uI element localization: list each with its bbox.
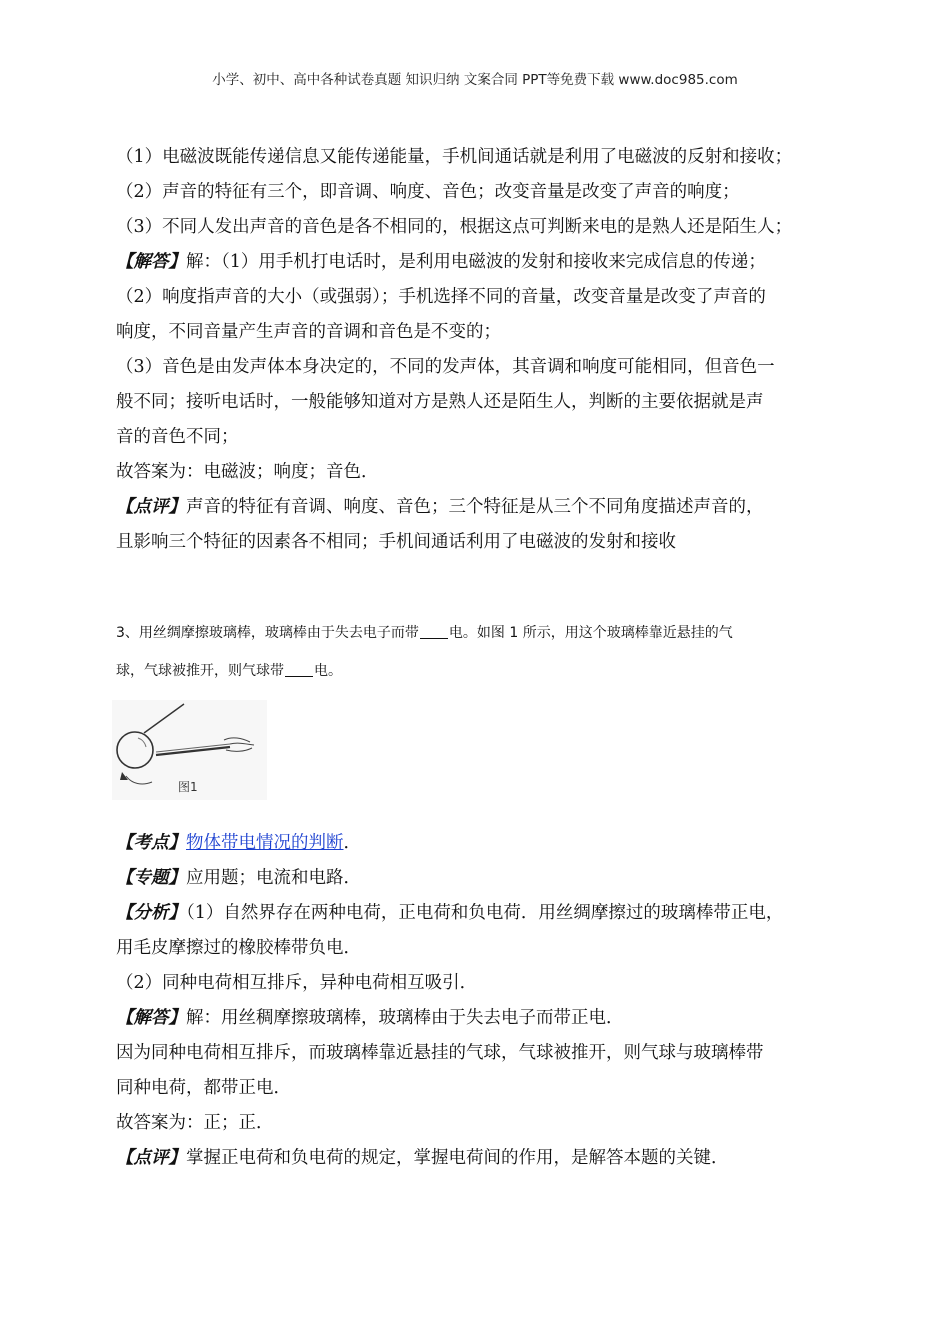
- review-heading-line: [116, 490, 846, 525]
- dianping-line: 【点评】掌握正电荷和负电荷的规定，掌握电荷间的作用，是解答本题的关键．: [116, 1148, 729, 1168]
- page-header: 小学、初中、高中各种试卷真题 知识归纳 文案合同 PPT等免费下载 www.doc985.com: [212, 72, 738, 88]
- answer-text: 解：（1）用手机打电话时，是利用电磁波的发射和接收来完成信息的传递；: [186, 252, 766, 272]
- zhuanti-line: 【专题】应用题；电流和电路．: [116, 868, 361, 888]
- answer-line: （2）响度指声音的大小（或强弱）；手机选择不同的音量，改变音量是改变了声音的: [116, 287, 766, 307]
- answer-line: 般不同；接听电话时，一般能够知道对方是熟人还是陌生人，判断的主要依据就是声: [116, 392, 764, 412]
- figure-caption: 图1: [178, 780, 198, 794]
- kaodian-line: 【考点】物体带电情况的判断．: [116, 833, 361, 853]
- answer-blank[interactable]: [285, 662, 313, 677]
- answer-line: 音的音色不同；: [116, 427, 239, 447]
- jieda-line: 同种电荷，都带正电．: [116, 1078, 291, 1098]
- answer-line: 故答案为：电磁波；响度；音色．: [116, 462, 379, 482]
- review-line: 且影响三个特征的因素各不相同；手机间通话利用了电磁波的发射和接收: [116, 532, 676, 552]
- jieda-tag: 【解答】: [116, 1008, 186, 1028]
- answer-line: 响度，不同音量产生声音的音调和音色是不变的；: [116, 322, 501, 342]
- jieda-line: 故答案为：正；正．: [116, 1113, 274, 1133]
- jieda-line: 【解答】解：用丝稠摩擦玻璃棒，玻璃棒由于失去电子而带正电．: [116, 1008, 624, 1028]
- fenxi-line: （2）同种电荷相互排斥，异种电荷相互吸引．: [116, 973, 478, 993]
- kaodian-tag: 【考点】: [116, 833, 186, 853]
- answer-line: （3）音色是由发声体本身决定的，不同的发声体，其音调和响度可能相同，但音色一: [116, 357, 775, 377]
- question-3: [116, 614, 846, 690]
- jieda-line: 因为同种电荷相互排斥，而玻璃棒靠近悬挂的气球，气球被推开，则气球与玻璃棒带: [116, 1043, 764, 1063]
- dianping-tag: 【点评】: [116, 1148, 186, 1168]
- answer-heading-line: [116, 245, 846, 280]
- review-tag: 【点评】: [116, 497, 186, 517]
- review-text: 声音的特征有音调、响度、音色；三个特征是从三个不同角度描述声音的，: [186, 497, 764, 517]
- analysis-line: （1）电磁波既能传递信息又能传递能量，手机间通话就是利用了电磁波的反射和接收；: [116, 147, 793, 167]
- fenxi-tag: 【分析】: [116, 903, 186, 923]
- figure-1: [112, 700, 267, 800]
- analysis-line: （2）声音的特征有三个，即音调、响度、音色；改变音量是改变了声音的响度；: [116, 182, 740, 202]
- fenxi-line: 【分析】（1）自然界存在两种电荷，正电荷和负电荷．用丝绸摩擦过的玻璃棒带正电，: [116, 903, 784, 923]
- answer-tag: 【解答】: [116, 252, 186, 272]
- zhuanti-tag: 【专题】: [116, 868, 186, 888]
- fenxi-line: 用毛皮摩擦过的橡胶棒带负电．: [116, 938, 361, 958]
- kaodian-link[interactable]: 物体带电情况的判断: [186, 833, 344, 853]
- previous-question-solution: [116, 140, 846, 560]
- answer-blank[interactable]: [420, 624, 448, 639]
- analysis-line: （3）不同人发出声音的音色是各不相同的，根据这点可判断来电的是熟人还是陌生人；: [116, 217, 793, 237]
- question-3-solution: [116, 826, 846, 1176]
- question-line: 3、用丝绸摩擦玻璃棒，玻璃棒由于失去电子而带 电。如图 1 所示，用这个玻璃棒靠近悬挂的气: [116, 625, 733, 641]
- question-line: 球，气球被推开，则气球带 电。: [116, 663, 342, 679]
